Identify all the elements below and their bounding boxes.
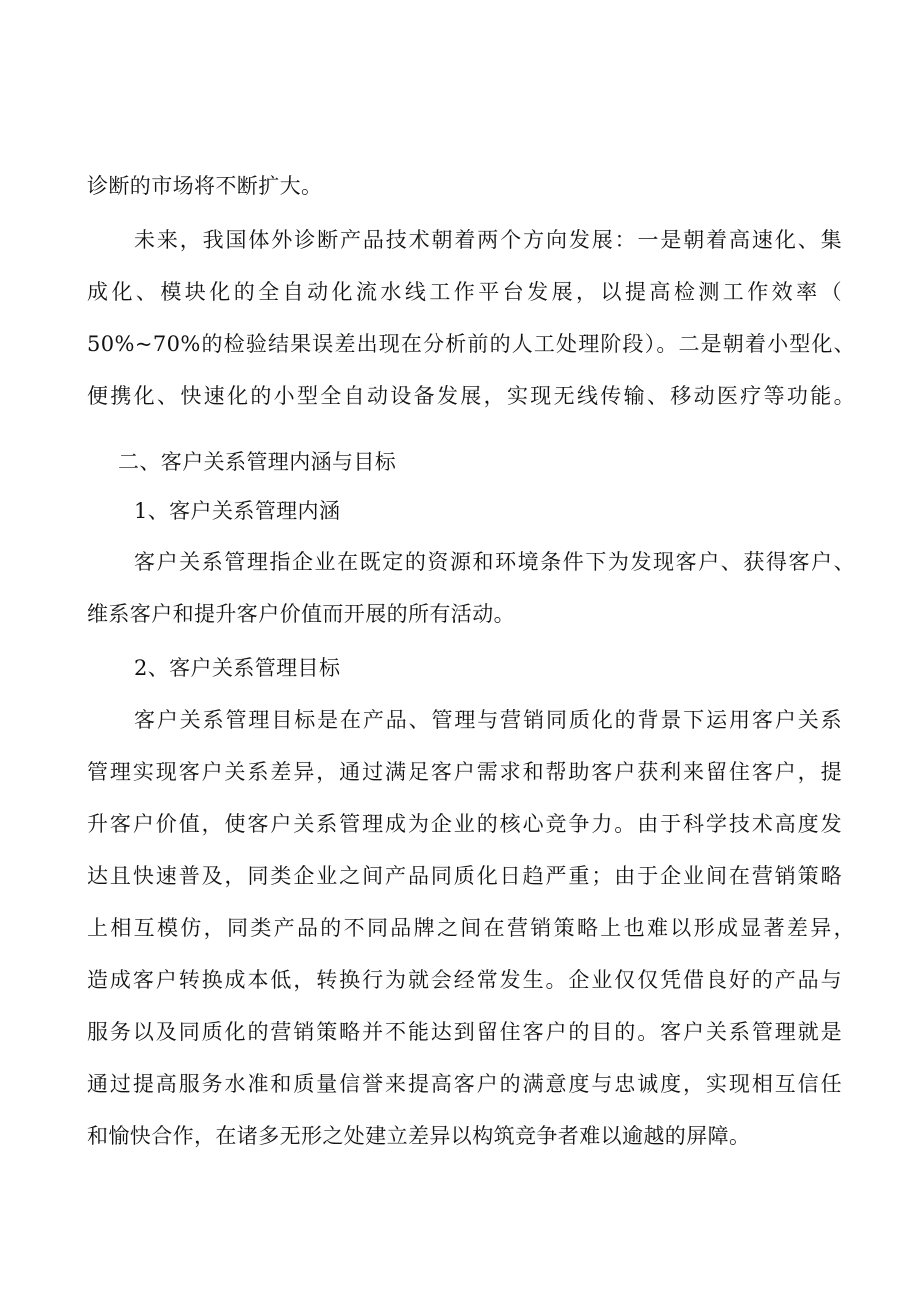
paragraph-line: 通过提高服务水准和质量信誉来提高客户的满意度与忠诚度，实现相互信任 [87,1072,842,1096]
paragraph-line: 50%~70%的检验结果误差出现在分析前的人工处理阶段）。二是朝着小型化、 [87,332,855,356]
paragraph-line: 管理实现客户关系差异，通过满足客户需求和帮助客户获利来留住客户，提 [87,760,842,784]
paragraph-line: 成化、模块化的全自动化流水线工作平台发展，以提高检测工作效率（ [87,280,842,304]
paragraph-line: 客户关系管理指企业在既定的资源和环境条件下为发现客户、获得客户、 [134,550,855,574]
paragraph-line: 便携化、快速化的小型全自动设备发展，实现无线传输、移动医疗等功能。 [87,384,855,408]
section-heading: 二、客户关系管理内涵与目标 [118,450,397,474]
paragraph-line: 诊断的市场将不断扩大。 [87,174,323,198]
paragraph-line: 维系客户和提升客户价值而开展的所有活动。 [87,602,515,626]
paragraph-line: 和愉快合作，在诸多无形之处建立差异以构筑竞争者难以逾越的屏障。 [87,1124,751,1148]
paragraph-line: 达且快速普及，同类企业之间产品同质化日趋严重；由于企业间在营销策略 [87,864,842,888]
paragraph-line: 未来，我国体外诊断产品技术朝着两个方向发展：一是朝着高速化、集 [134,228,842,252]
paragraph-line: 客户关系管理目标是在产品、管理与营销同质化的背景下运用客户关系 [134,708,842,732]
subsection-heading: 1、客户关系管理内涵 [134,499,341,523]
paragraph-line: 升客户价值，使客户关系管理成为企业的核心竞争力。由于科学技术高度发 [87,812,842,836]
subsection-heading: 2、客户关系管理目标 [134,656,341,680]
paragraph-line: 服务以及同质化的营销策略并不能达到留住客户的目的。客户关系管理就是 [87,1020,842,1044]
paragraph-line: 上相互模仿，同类产品的不同品牌之间在营销策略上也难以形成显著差异， [87,916,855,940]
paragraph-line: 造成客户转换成本低，转换行为就会经常发生。企业仅仅凭借良好的产品与 [87,968,842,992]
